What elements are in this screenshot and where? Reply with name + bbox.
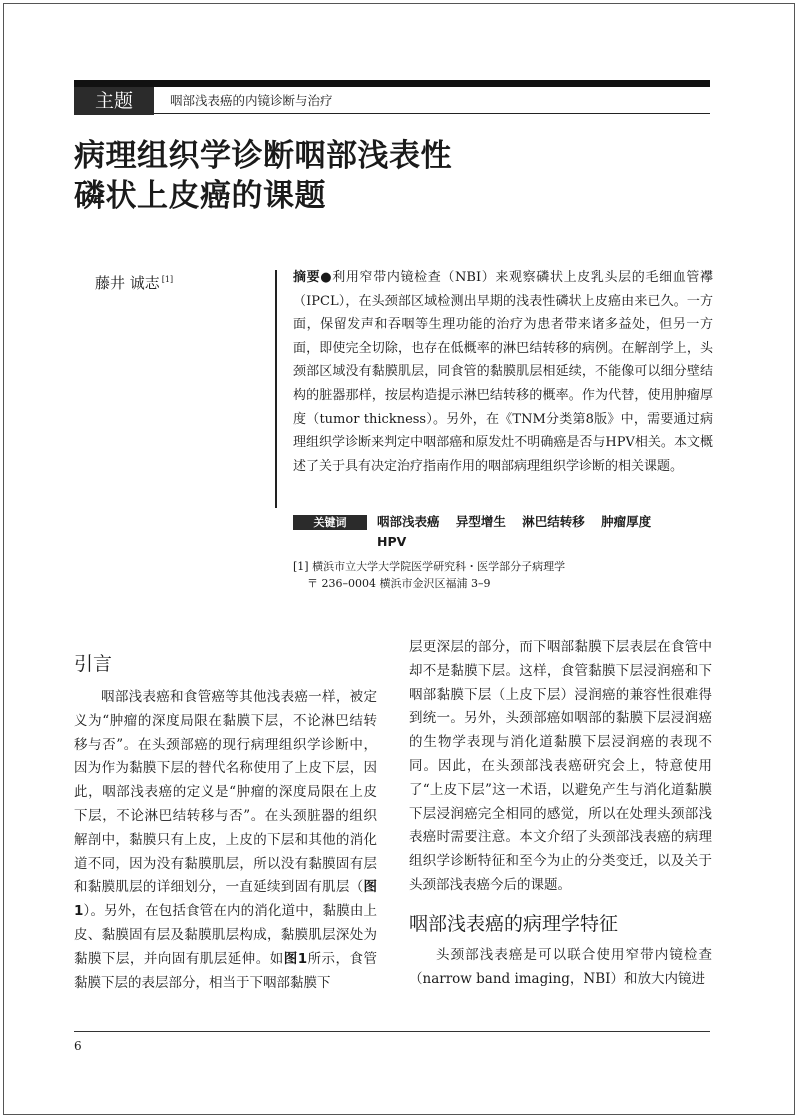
keywords-label: 关键词 <box>293 515 367 530</box>
keyword: 淋巴结转移 <box>522 514 585 529</box>
page-number: 6 <box>74 1039 82 1053</box>
keyword: 异型增生 <box>455 514 506 529</box>
bottom-rule <box>74 1031 710 1032</box>
intro-paragraph <box>74 686 377 995</box>
affiliation-line-1: [1] 横浜市立大学大学院医学研究科・医学部分子病理学 <box>293 560 566 573</box>
author <box>95 268 173 295</box>
intro-text-c-start: 所示，食管黏膜下层的表层部分，相当于下咽部黏膜下 <box>74 950 377 991</box>
affiliation <box>293 558 713 592</box>
intro-text-b: ）。另外，在包括食管在内的消化道中，黏膜由上皮、黏膜固有层及黏膜肌层构成，黏膜肌层深处为黏膜下层，并向固有肌层延伸。如 <box>74 903 377 967</box>
intro-heading: 引言 <box>74 653 113 675</box>
figure-ref: 图1 <box>74 879 377 920</box>
abstract <box>293 266 713 478</box>
author-ref: [1] <box>161 275 174 284</box>
section2-heading: 咽部浅表癌的病理学特征 <box>409 912 619 935</box>
title-line-2: 磷状上皮癌的课题 <box>74 178 326 214</box>
abstract-bar <box>275 270 277 508</box>
abstract-text: 利用窄带内镜检查（NBI）来观察磷状上皮乳头层的毛细血管襻（IPCL），在头颈部区域检测出早期的浅表性磷状上皮癌由来已久。一方面，保留发声和吞咽等生理功能的治疗为患者带来诸多益处，但另一方面，即使完全切除，也存在低概率的淋巴结转移的病例。在解剖学上，头颈部区域没有黏膜肌层，同食管的黏膜肌层相延续，不能像可以细分壁结构的脏器那样，按层构造提示淋巴结转移的概率。作为代替，使用肿瘤厚度（tumor thickness）。另外，在《TNM分类第8版》中，需要通过病理组织学诊断来判定中咽部癌和原发灶不明确癌是否与HPV相关。本文概述了关于具有决定治疗指南作用的咽部病理组织学诊断的相关课题。 <box>293 270 713 474</box>
body-column-left <box>74 650 377 995</box>
title-line-1: 病理组织学诊断咽部浅表性 <box>74 138 452 174</box>
keyword: HPV <box>377 534 407 549</box>
keywords-list <box>377 512 677 552</box>
top-rule <box>74 80 710 87</box>
keyword: 肿瘤厚度 <box>601 514 652 529</box>
article-title <box>74 136 694 216</box>
keyword: 咽部浅表癌 <box>377 514 440 529</box>
body-column-right <box>409 636 712 991</box>
intro-paragraph-continued <box>409 636 712 898</box>
figure-ref: 图1 <box>283 950 308 967</box>
abstract-label: 摘要● <box>293 270 333 285</box>
intro-text-a: 咽部浅表癌和食管癌等其他浅表癌一样，被定义为“肿瘤的深度局限在黏膜下层，不论淋巴结转移与否”。在头颈部癌的现行病理组织学诊断中，因为作为黏膜下层的替代名称使用了上皮下层，因此，咽部浅表癌的定义是“肿瘤的深度局限在上皮下层，不论淋巴结转移与否”。在头颈脏器的组织解剖中，黏膜只有上皮，上皮的下层和其他的消化道不同，因为没有黏膜肌层，所以没有黏膜固有层和黏膜肌层的详细划分，一直延续到固有肌层（ <box>74 689 377 896</box>
series-tag: 主题 <box>74 87 154 115</box>
affiliation-line-2: 〒 236–0004 横浜市金沢区福浦 3–9 <box>307 577 491 590</box>
intro-text-c-end: 层更深层的部分，而下咽部黏膜下层表层在食管中却不是黏膜下层。这样，食管黏膜下层浸润癌和下咽部黏膜下层（上皮下层）浸润癌的兼容性很难得到统一。另外，头颈部癌如咽部的黏膜下层浸润癌的生物学表现与消化道黏膜下层浸润癌的表现不同。因此，在头颈部浅表癌研究会上，特意使用了“上皮下层”这一术语，以避免产生与消化道黏膜下层浸润癌完全相同的感觉，所以在处理头颈部浅表癌时需要注意。本文介绍了头颈部浅表癌的病理组织学诊断特征和至今为止的分类变迁，以及关于头颈部浅表癌今后的课题。 <box>409 639 712 893</box>
series-subtitle: 咽部浅表癌的内镜诊断与治疗 <box>154 88 710 114</box>
author-name: 藤井 诚志 <box>95 274 160 292</box>
section2-paragraph: 头颈部浅表癌是可以联合使用窄带内镜检查（narrow band imaging，NBI）和放大内镜进 <box>409 946 712 987</box>
